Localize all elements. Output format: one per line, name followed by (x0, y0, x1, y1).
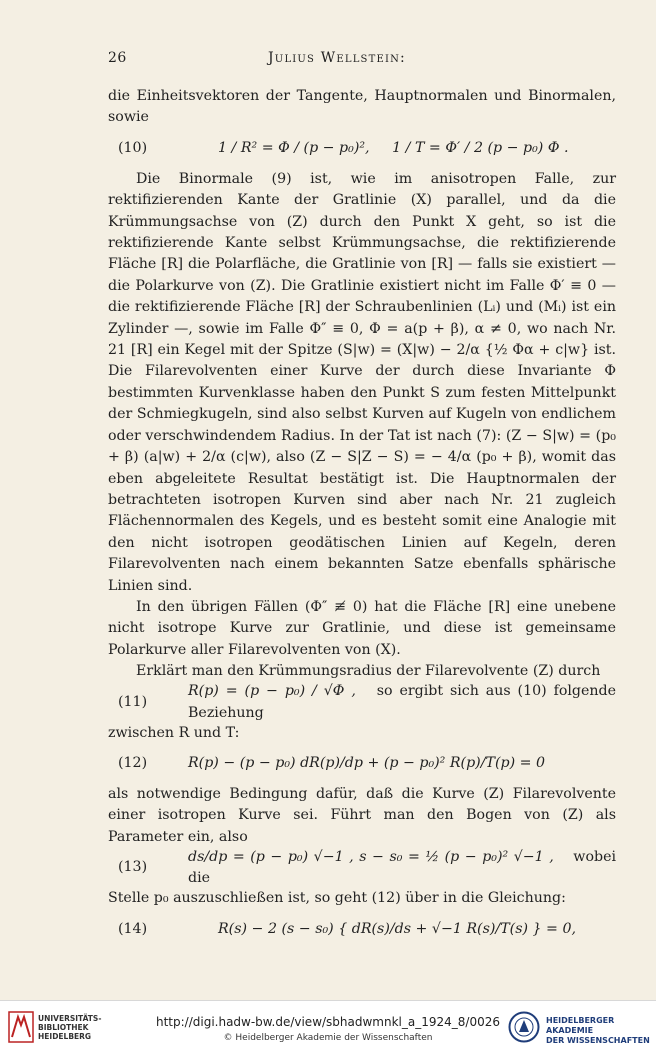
equation-number: (11) (118, 693, 148, 710)
equation-10 (108, 129, 616, 169)
paragraph-5: als notwendige Bedingung dafür, daß die Kurve (Z) Filarevolvente einer isotropen Kurve sei. Führt man den Bogen von (Z) als Parameter ein, also (108, 785, 616, 845)
paragraph-2: Die Binormale (9) ist, wie im anisotropen Falle, zur rektifizierenden Kante der Gratlinie (X) parallel, und da die Krümmungsachse von (Z) durch den Punkt X geht, so ist die rektifizierende Kante selbst Krümmungsachse, die rektifizierende Fläche [R] die Polarfläche, die Gratlinie von [R] — falls sie existiert — die Polarkurve von (Z). Die Gratlinie existiert nicht im Falle Φ′ ≡ 0 — die rektifizierende Fläche [R] der Schraubenlinien (Lᵢ) und (Mᵢ) ist ein Zylinder —, sowie im Falle Φ″ ≡ 0, Φ = a(p + β), α ≠ 0, wo nach Nr. 21 [R] ein Kegel mit der Spitze (S|w) = (X|w) − 2/α {½ Φα + c|w} ist. Die Filarevolventen einer Kurve der durch diese Invariante Φ bestimmten Kurvenklasse haben den Punkt S zum festen Mittelpunkt der Schmiegkugeln, sind also selbst Kurven auf Kugeln von endlichem oder verschwindendem Radius. In der Tat ist nach (7): (Z − S|w) = (p₀ + β) (a|w) + 2/α (c|w), also (Z − S|Z − S) = − 4/α (p₀ + β), womit das eben abgeleitete Resultat bestätigt ist. Die Hauptnormalen der betrachteten isotropen Kurven sind aber nach Nr. 21 zugleich Flächennormalen des Kegels, und es besteht somit eine Analogie mit den nicht isotropen geodätischen Linien auf Kegeln, deren Filarevolventen nach einem bekannten Satze ebenfalls sphärische Linien sind. (108, 170, 616, 594)
running-title: Julius Wellstein: (268, 50, 406, 66)
equation-11 (108, 683, 616, 723)
equation-number: (10) (118, 140, 148, 157)
permalink-url[interactable]: http://digi.hadw-bw.de/view/sbhadwmnkl_a_1924_8/0026 (155, 1015, 500, 1029)
equation-10-part-1: 1 / R² = Φ / (p − p₀)², (218, 140, 370, 157)
equation-number: (13) (118, 859, 148, 876)
equation-13-formula: ds/dp = (p − p₀) √−1 , s − s₀ = ½ (p − p₀)² √−1 , (188, 848, 554, 865)
equation-number: (14) (118, 920, 148, 937)
paragraph-6: Stelle p₀ auszuschließen ist, so geht (12) über in die Gleichung: (108, 890, 566, 907)
equation-11-formula: R(p) = (p − p₀) / √Φ , (188, 683, 356, 700)
paragraph-3: In den übrigen Fällen (Φ″ ≢ 0) hat die Fläche [R] eine unebene nicht isotrope Kurve zur Gratlinie, und diese ist gemeinsame Polarkurve aller Filarevolventen von (X). (108, 598, 616, 658)
academy-seal-icon (508, 1011, 540, 1043)
page-number: 26 (108, 50, 127, 66)
equation-14 (108, 910, 616, 950)
library-name: UNIVERSITÄTS- BIBLIOTHEK HEIDELBERG (38, 1014, 102, 1041)
academy-name: HEIDELBERGER AKADEMIE DER WISSENSCHAFTEN (546, 1016, 650, 1045)
equation-12 (108, 744, 616, 784)
body-text (108, 86, 616, 950)
equation-10-part-2: 1 / T = Φ′ / 2 (p − p₀) Φ . (392, 140, 569, 157)
paragraph-4-continued: zwischen R und T: (108, 724, 240, 741)
equation-14-formula: R(s) − 2 (s − s₀) { dR(s)/ds + √−1 R(s)/T(s) } = 0, (218, 920, 576, 937)
paragraph-1: die Einheitsvektoren der Tangente, Hauptnormalen und Binormalen, sowie (108, 88, 616, 126)
equation-number: (12) (118, 755, 148, 772)
copyright-notice: © Heidelberger Akademie der Wissenschaften (223, 1033, 433, 1043)
equation-13-tail: wobei die (188, 848, 616, 887)
equation-12-formula: R(p) − (p − p₀) dR(p)/dp + (p − p₀)² R(p)/T(p) = 0 (188, 755, 546, 772)
viewer-footer (0, 1000, 656, 1054)
equation-11-tail: so ergibt sich aus (10) folgende Beziehung (188, 683, 617, 721)
paragraph-4: Erklärt man den Krümmungsradius der Filarevolvente (Z) durch (136, 663, 601, 680)
equation-13 (108, 848, 616, 888)
